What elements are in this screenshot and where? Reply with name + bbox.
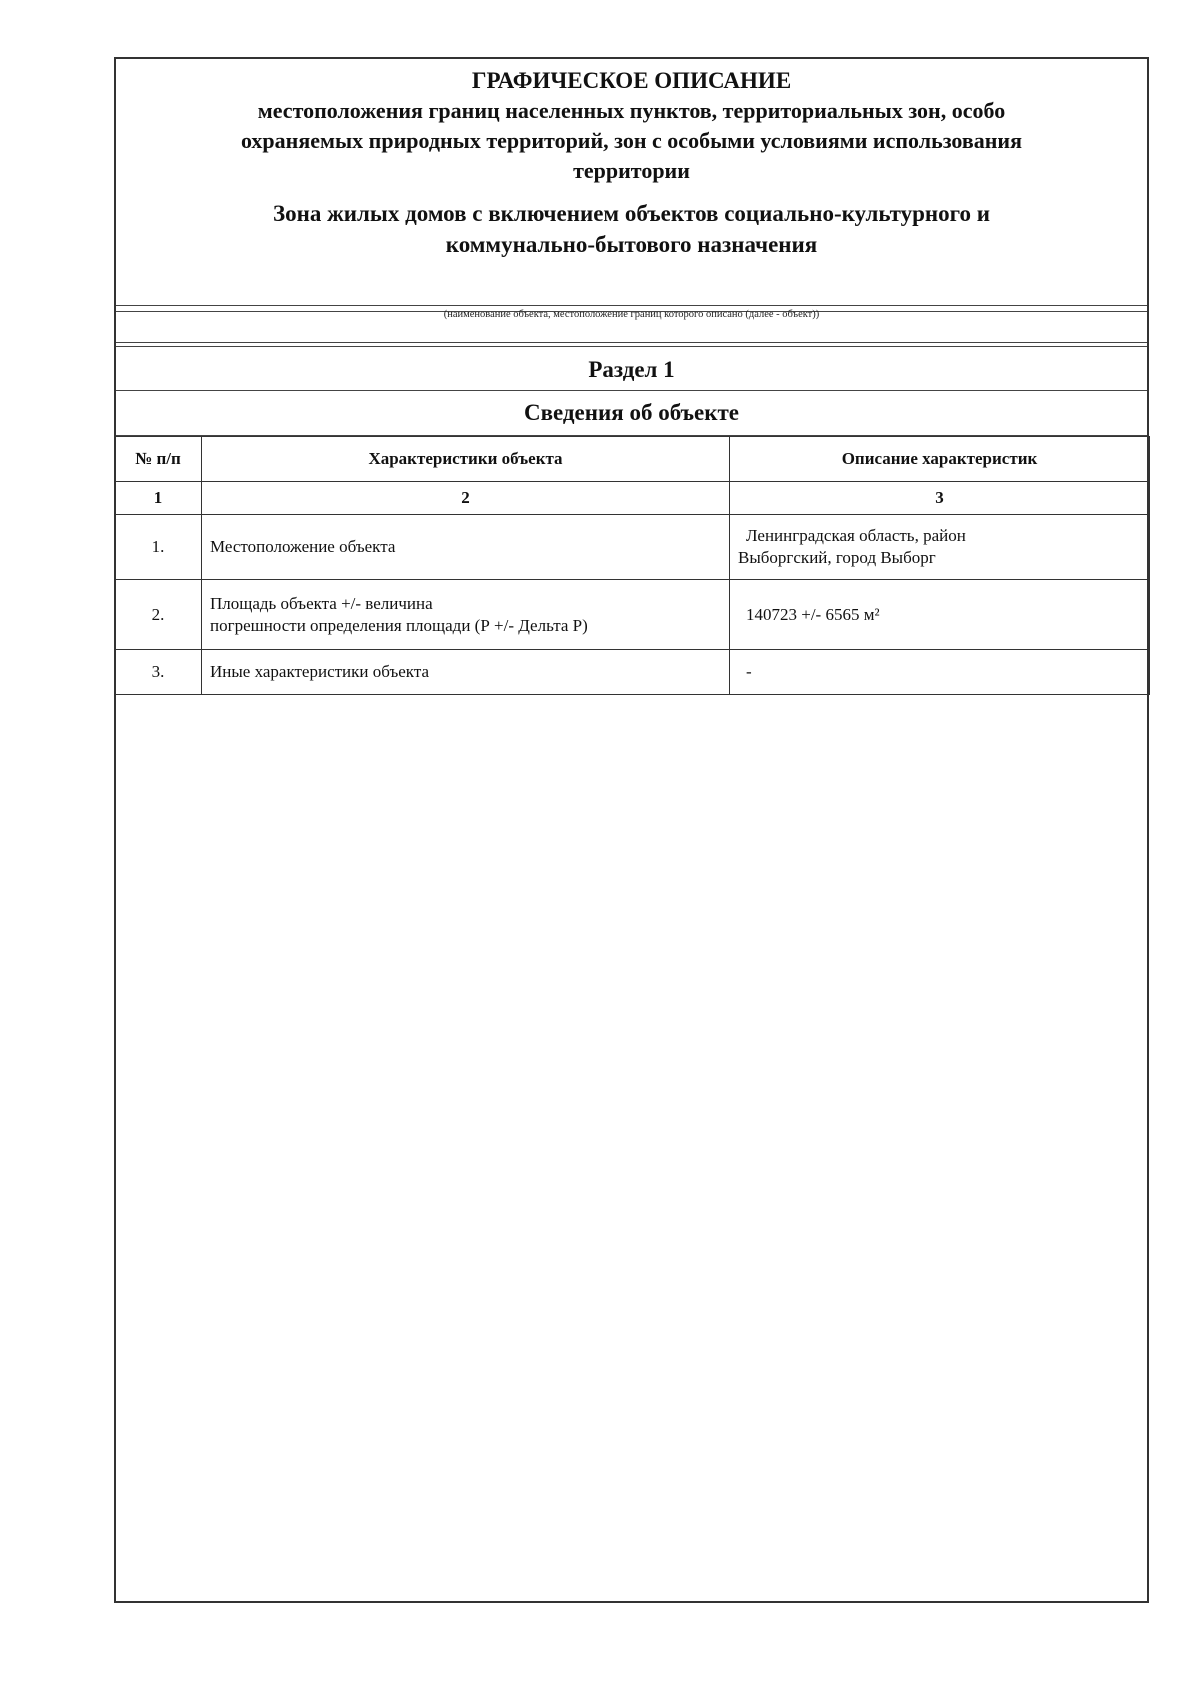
row-characteristic <box>202 580 730 650</box>
table-row <box>115 650 1150 695</box>
table-header-row <box>115 437 1150 482</box>
characteristic-line: погрешности определения площади (Р +/- Дельта Р) <box>210 615 588 635</box>
subtitle-line: охраняемых природных территорий, зон с особыми условиями использования <box>240 128 1023 153</box>
row-number: 2. <box>115 580 202 650</box>
table-row <box>115 580 1150 650</box>
object-caption: (наименование объекта, местоположение границ которого описано (далее - объект)) <box>443 309 820 320</box>
subtitle-line: территории <box>573 158 690 183</box>
row-characteristic <box>202 515 730 580</box>
document-title: ГРАФИЧЕСКОЕ ОПИСАНИЕ <box>471 68 792 93</box>
object-name <box>156 198 1107 260</box>
column-number: 1 <box>115 482 202 515</box>
row-number: 3. <box>115 650 202 695</box>
column-number: 2 <box>202 482 730 515</box>
characteristic-line: Иные характеристики объекта <box>210 662 430 681</box>
description-line: Ленинградская область, район <box>746 526 966 545</box>
characteristic-line: Местоположение объекта <box>210 537 396 556</box>
column-header: Характеристики объекта <box>202 437 730 482</box>
object-name-line: Зона жилых домов с включением объектов социально-культурного и <box>272 201 991 226</box>
row-description <box>730 580 1150 650</box>
row-description <box>730 515 1150 580</box>
characteristic-line: Площадь объекта +/- величина <box>210 593 433 613</box>
description-line: - <box>746 662 752 681</box>
column-number-row <box>115 482 1150 515</box>
section-heading: Сведения об объекте <box>523 400 740 425</box>
section-label: Раздел 1 <box>588 357 675 382</box>
description-line: Выборгский, город Выборг <box>738 548 936 567</box>
document-frame <box>114 57 1149 1603</box>
divider <box>116 305 1147 306</box>
row-number: 1. <box>115 515 202 580</box>
column-header: № п/п <box>115 437 202 482</box>
subtitle-line: местоположения границ населенных пунктов, территориальных зон, особо <box>257 98 1006 123</box>
divider <box>116 390 1147 391</box>
description-line: 140723 +/- 6565 м² <box>746 604 880 624</box>
column-header: Описание характеристик <box>730 437 1150 482</box>
table-row <box>115 515 1150 580</box>
document-subtitle <box>136 96 1127 186</box>
row-description <box>730 650 1150 695</box>
object-info-table <box>114 436 1150 695</box>
row-characteristic <box>202 650 730 695</box>
divider <box>116 346 1147 347</box>
document-header <box>116 59 1147 309</box>
divider <box>116 342 1147 343</box>
column-number: 3 <box>730 482 1150 515</box>
object-name-line: коммунально-бытового назначения <box>445 232 818 257</box>
